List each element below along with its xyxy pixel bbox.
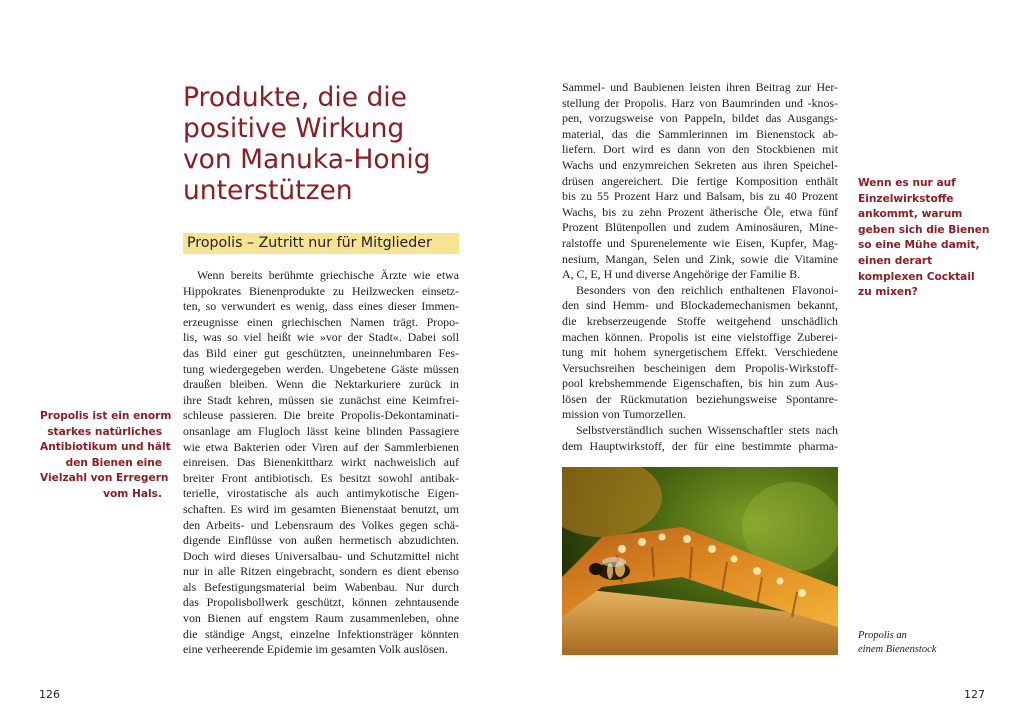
body-line: das Propolisbollwerk geschützt, können zehntausende bbox=[183, 595, 459, 610]
body-line: lösen der Rückmutation beziehungsweise Spontanre- bbox=[562, 391, 838, 406]
body-line: das Bild einer gut geschützten, uneinnehmbaren Fes- bbox=[183, 345, 459, 360]
margin-note-line: vom Hals. bbox=[103, 487, 162, 500]
body-line: Doch wird dieses Universalbau- und Schutzmittel nicht bbox=[183, 548, 459, 563]
body-line: machen können. Propolis ist eine vielstoffige Zuberei- bbox=[562, 329, 838, 344]
body-line: Hippokrates Bienenprodukte zu Heilzwecken einsetz- bbox=[183, 283, 459, 298]
body-line: Wenn bereits berühmte griechische Ärzte wie etwa bbox=[197, 268, 459, 282]
heading-line: von Manuka-Honig bbox=[183, 144, 431, 175]
body-line: die krebserzeugende Stoffe weitgehend unschädlich bbox=[562, 313, 838, 328]
body-line: eine verheerende Epidemie im gesamten Volk auslösen. bbox=[183, 642, 448, 657]
body-line: schleuse passieren. Die breite Propolis-Dekontaminati- bbox=[183, 408, 459, 423]
margin-note-line: Propolis ist ein enorm bbox=[40, 410, 172, 422]
heading-line: unterstützen bbox=[183, 175, 353, 206]
body-line: Besonders von den reichlich enthaltenen Flavonoi- bbox=[576, 282, 838, 297]
body-line: erzeugnisse einen griechischen Namen trägt. Propo- bbox=[183, 314, 459, 329]
body-line: Wachs, bis zu zehn Prozent ätherische Öle, etwa fünf bbox=[562, 204, 838, 219]
body-line: A, C, E, H und diverse Angehörige der Familie B. bbox=[562, 267, 801, 282]
body-line: als Befestigungsmaterial beim Wabenbau. Nur durch bbox=[183, 579, 459, 594]
body-line: liefern. Dort wird es dann von den Stockbienen mit bbox=[562, 142, 838, 157]
body-line: tung mit hohem synergetischem Effekt. Verschiedene bbox=[562, 345, 838, 360]
body-line: breiter Front antibiotisch. Es besitzt sowohl antibak- bbox=[183, 470, 459, 485]
margin-note-line: ankommt, warum bbox=[858, 208, 963, 221]
heading-line: Produkte, die die bbox=[183, 82, 407, 113]
chapter-heading bbox=[183, 82, 483, 206]
body-line: Selbstverständlich suchen Wissenschaftler stets nach bbox=[576, 423, 838, 438]
body-line: wie etwa Bakterien oder Viren auf der Sammlerbienen bbox=[183, 439, 459, 454]
margin-note-line: Einzelwirkstoffe bbox=[858, 192, 954, 205]
section-subheading: Propolis – Zutritt nur für Mitglieder bbox=[183, 233, 459, 254]
margin-note-line: den Bienen eine bbox=[65, 456, 162, 469]
body-line: digende Einflüsse von außen hermetisch abzudichten. bbox=[183, 533, 459, 548]
margin-note-line: einen derart bbox=[858, 254, 933, 267]
body-line: einreisen. Das Bienenkittharz wirkt nachweislich auf bbox=[183, 455, 459, 470]
margin-note-line: geben sich die Bienen bbox=[858, 223, 990, 236]
body-line: drüsen angereichert. Die fertige Komposition enthält bbox=[562, 173, 838, 188]
margin-note-line: Wenn es nur auf bbox=[858, 177, 956, 189]
body-line: nesium, Mangan, Selen und Zink, sowie die Vitamine bbox=[562, 251, 838, 266]
body-line: material, das die Sammlerinnen im Bienenstock ab- bbox=[562, 126, 838, 141]
margin-note-line: komplexen Cocktail bbox=[858, 270, 975, 283]
caption-line: Propolis an bbox=[858, 630, 907, 641]
caption-line: einem Bienenstock bbox=[858, 644, 937, 655]
body-line: den sind Hemm- und Blockademechanismen bekannt, bbox=[562, 298, 838, 313]
body-line: lis, was so viel heißt wie »vor der Stadt«. Dabei soll bbox=[183, 330, 459, 345]
right-margin-note bbox=[858, 176, 993, 301]
body-line: von Bienen auf engstem Raum zusammenleben, ohne bbox=[183, 611, 459, 626]
body-line: Versuchsreihen bescheinigen dem Propolis-Wirkstoff- bbox=[562, 360, 838, 375]
body-line: stellung der Propolis. Harz von Baumrinden und -knos- bbox=[562, 95, 838, 110]
body-line: die ständige Angst, einzelne Infektionsträger könnten bbox=[183, 626, 459, 641]
margin-note-line: Antibiotikum und hält bbox=[40, 441, 171, 454]
body-line: pen, vorzugsweise von Pappeln, bildet das Ausgangs- bbox=[562, 111, 838, 126]
body-line: ralstoffe und Spurenelemente wie Eisen, Kupfer, Mag- bbox=[562, 235, 838, 250]
body-line: den Arbeits- und Lebensraum des Volkes gegen schä- bbox=[183, 517, 459, 532]
body-line: schaften. Es wird im gesamten Bienenstaat benutzt, um bbox=[183, 501, 459, 516]
left-body-text bbox=[183, 268, 459, 658]
bee-propolis-photo bbox=[562, 467, 838, 655]
margin-note-line: Vielzahl von Erregern bbox=[40, 472, 169, 485]
margin-note-line: zu mixen? bbox=[858, 286, 918, 299]
body-line: bis zu 55 Prozent Harz und Balsam, bis zu 40 Prozent bbox=[562, 189, 838, 204]
body-line: pool krebshemmende Eigenschaften, bis hin zum Aus- bbox=[562, 376, 838, 391]
heading-line: positive Wirkung bbox=[183, 113, 405, 144]
page-number-right: 127 bbox=[964, 688, 985, 701]
margin-note-line: starkes natürliches bbox=[47, 425, 162, 438]
photo-caption bbox=[858, 629, 936, 657]
body-line: Wachs und enzymreichen Sekreten aus ihren Speichel- bbox=[562, 157, 838, 172]
margin-note-line: so eine Mühe damit, bbox=[858, 239, 980, 252]
right-body-text bbox=[562, 80, 838, 454]
body-line: mission von Tumorzellen. bbox=[562, 407, 686, 422]
page-number-left: 126 bbox=[39, 688, 60, 701]
body-line: Sammel- und Baubienen leisten ihren Beitrag zur Her- bbox=[562, 80, 838, 94]
body-line: terielle, virostatische als auch antimykotische Eigen- bbox=[183, 486, 459, 501]
body-line: ihre Stadt kehren, müssen sie zunächst eine Keimfrei- bbox=[183, 392, 459, 407]
body-line: Prozent Blütenpollen und zudem Aminosäuren, Mine- bbox=[562, 220, 838, 235]
body-line: nur in alle Ritzen eingebracht, sondern es dient ebenso bbox=[183, 564, 459, 579]
body-line: tung wiedergegeben werden. Ungebetene Gäste müssen bbox=[183, 361, 459, 376]
body-line: dem Hauptwirkstoff, der für eine bestimmte pharma- bbox=[562, 438, 838, 453]
body-line: onsanlage am Flugloch lässt keine blinden Passagiere bbox=[183, 423, 459, 438]
body-line: ten, so verwundert es wenig, dass eines dieser Immen- bbox=[183, 299, 459, 314]
body-line: draußen bleiben. Wenn die Nektarkuriere zurück in bbox=[183, 377, 459, 392]
left-margin-note bbox=[40, 409, 172, 503]
